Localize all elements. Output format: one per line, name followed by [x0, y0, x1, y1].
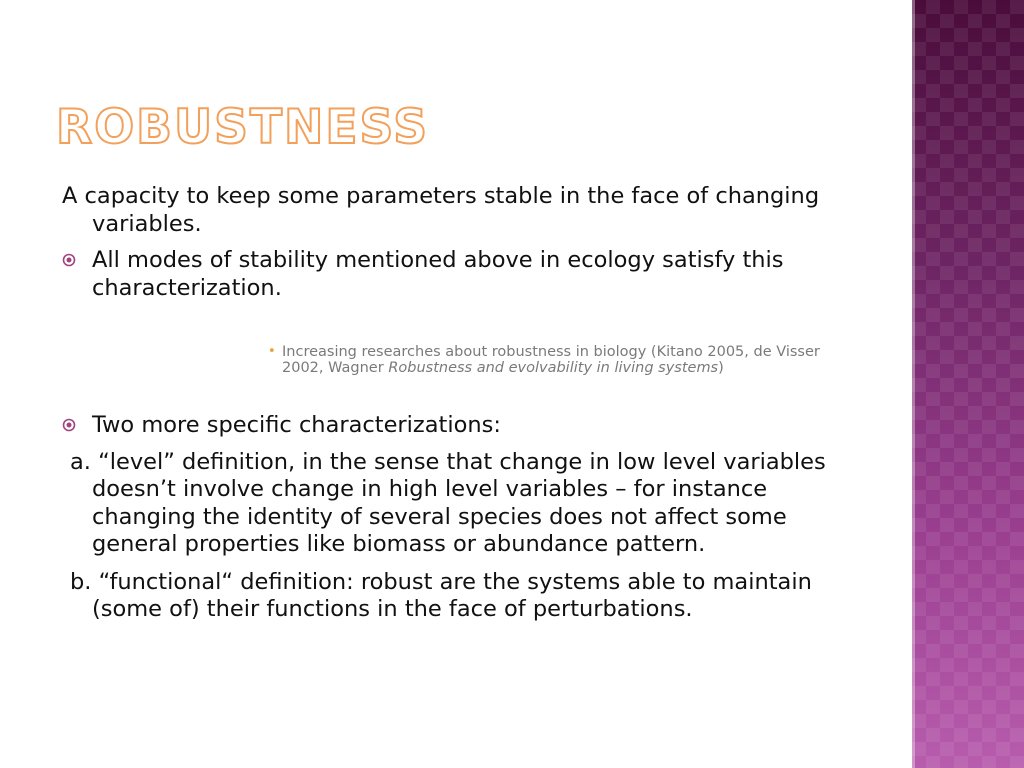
sub-bullet-close: ) [718, 360, 724, 376]
intro-paragraph: A capacity to keep some parameters stable in the face of changing variables. [62, 183, 820, 237]
slide-body [62, 183, 852, 624]
sub-bullet-text: Increasing researches about robustness in biology (Kitano 2005, de Visser 2002, Wagner [282, 344, 820, 376]
circled-dot-icon [62, 418, 76, 432]
decorative-side-panel [912, 0, 1024, 768]
diamond-pattern [912, 0, 1024, 768]
circled-dot-icon [62, 253, 76, 267]
bullet-text: Two more specific characterizations: [92, 412, 501, 438]
panel-edge [912, 0, 915, 768]
bullet-text: All modes of stability mentioned above in ecology satisfy this characterization. [92, 247, 784, 301]
slide-title: ROBUSTNESS [56, 100, 430, 155]
sub-bullet [268, 344, 842, 376]
definition-item-a: a. “level” definition, in the sense that change in low level variables doesn’t involve change in high level variables – for instance changing the identity of several species does not affect some general properties like biomass or abundance pattern. [70, 448, 826, 557]
sub-bullet-italic: Robustness and evolvability in living systems [388, 360, 719, 376]
small-dot-icon: • [268, 344, 276, 359]
definition-item-b: b. “functional“ definition: robust are the systems able to maintain (some of) their functions in the face of perturbations. [70, 568, 812, 622]
bullet-item [62, 412, 852, 440]
bullet-item [62, 247, 852, 302]
